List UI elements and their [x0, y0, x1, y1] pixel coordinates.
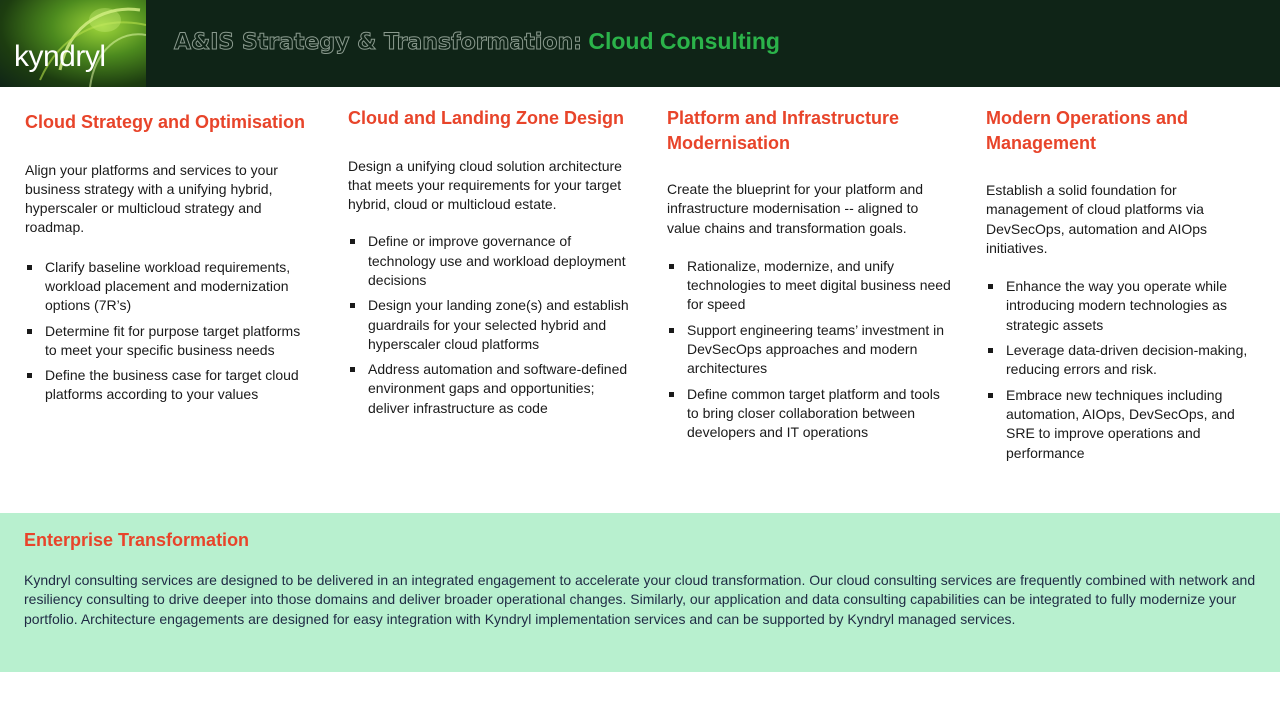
list-item [348, 360, 633, 418]
list-item [25, 258, 310, 316]
bullet-icon [669, 392, 674, 397]
enterprise-title: Enterprise Transformation [24, 530, 250, 550]
bullet-list [25, 258, 310, 405]
list-item [25, 366, 310, 405]
bullet-list [667, 257, 952, 443]
list-item [986, 277, 1261, 335]
bullet-text: Determine fit for purpose target platforms to meet your specific business needs [45, 322, 301, 358]
bullet-icon [27, 329, 32, 334]
list-item [986, 386, 1261, 463]
bullet-text: Define common target platform and tools to bring closer collaboration between developers and IT operations [687, 385, 940, 441]
title-suffix: Cloud Consulting [588, 28, 780, 54]
list-item [667, 321, 952, 379]
column-title: Cloud and Landing Zone Design [348, 108, 624, 128]
bullet-icon [988, 348, 993, 353]
column-intro: Establish a solid foundation for management of cloud platforms via DevSecOps, automation and AIOps initiatives. [986, 182, 1208, 256]
bullet-text: Rationalize, modernize, and unify technologies to meet digital business need for speed [687, 257, 951, 313]
bullet-icon [350, 303, 355, 308]
bullet-text: Embrace new techniques including automation, AIOps, DevSecOps, and SRE to improve operations and performance [1006, 386, 1235, 461]
column-cloud-strategy [25, 110, 310, 411]
bullet-icon [27, 265, 32, 270]
bullet-icon [27, 373, 32, 378]
column-landing-zone [348, 106, 633, 424]
bullet-list [348, 232, 633, 418]
column-platform-modernisation [667, 106, 952, 449]
column-title: Cloud Strategy and Optimisation [25, 112, 306, 132]
enterprise-transformation-panel [0, 513, 1280, 672]
page-title [174, 28, 780, 55]
column-title: Modern Operations and Management [986, 108, 1189, 153]
list-item [667, 257, 952, 315]
bullet-text: Design your landing zone(s) and establish guardrails for your selected hybrid and hyperscaler cloud platforms [368, 297, 629, 352]
list-item [25, 322, 310, 361]
enterprise-body: Kyndryl consulting services are designed to be delivered in an integrated engagement to accelerate your cloud transformation. Our cloud consulting services are frequently combined with network and resiliency consulting to drive deeper into those domains and deliver broader operational changes. Similarly, our application and data consulting capabilities can be integrated to fully modernize your portfolio. Architecture engagements are designed for easy integration with Kyndryl implementation services and can be supported by Kyndryl managed services. [24, 572, 1256, 627]
list-item [348, 296, 633, 354]
bullet-icon [350, 239, 355, 244]
logo-text: kyndryl [14, 40, 106, 73]
bullet-text: Enhance the way you operate while introducing modern technologies as strategic assets [1006, 278, 1228, 333]
bullet-icon [350, 367, 355, 372]
column-title: Platform and Infrastructure Modernisation [667, 108, 900, 153]
list-item [986, 341, 1261, 380]
bullet-text: Support engineering teams’ investment in DevSecOps approaches and modern architectures [687, 321, 945, 377]
column-modern-operations [986, 106, 1261, 469]
bullet-text: Define the business case for target cloud platforms according to your values [45, 367, 299, 403]
bullet-icon [669, 328, 674, 333]
column-intro: Align your platforms and services to your business strategy with a unifying hybrid, hyperscaler or multicloud strategy and roadmap. [25, 161, 278, 236]
header-bar [0, 0, 1280, 87]
column-intro: Create the blueprint for your platform and infrastructure modernisation -- aligned to value chains and transformation goals. [667, 181, 924, 236]
bullet-icon [988, 284, 993, 289]
bullet-text: Clarify baseline workload requirements, workload placement and modernization options (7R’s) [45, 258, 291, 314]
kyndryl-logo [0, 0, 146, 87]
title-prefix: A&IS Strategy & Transformation: [174, 30, 582, 55]
column-intro: Design a unifying cloud solution architecture that meets your requirements for your target hybrid, cloud or multicloud estate. [348, 157, 622, 213]
list-item [348, 232, 633, 290]
bullet-text: Address automation and software-defined environment gaps and opportunities; deliver infrastructure as code [368, 361, 628, 416]
bullet-icon [988, 393, 993, 398]
bullet-text: Leverage data-driven decision-making, reducing errors and risk. [1006, 342, 1248, 378]
bullet-icon [669, 264, 674, 269]
list-item [667, 385, 952, 443]
bullet-list [986, 277, 1261, 463]
bullet-text: Define or improve governance of technology use and workload deployment decisions [368, 233, 626, 288]
